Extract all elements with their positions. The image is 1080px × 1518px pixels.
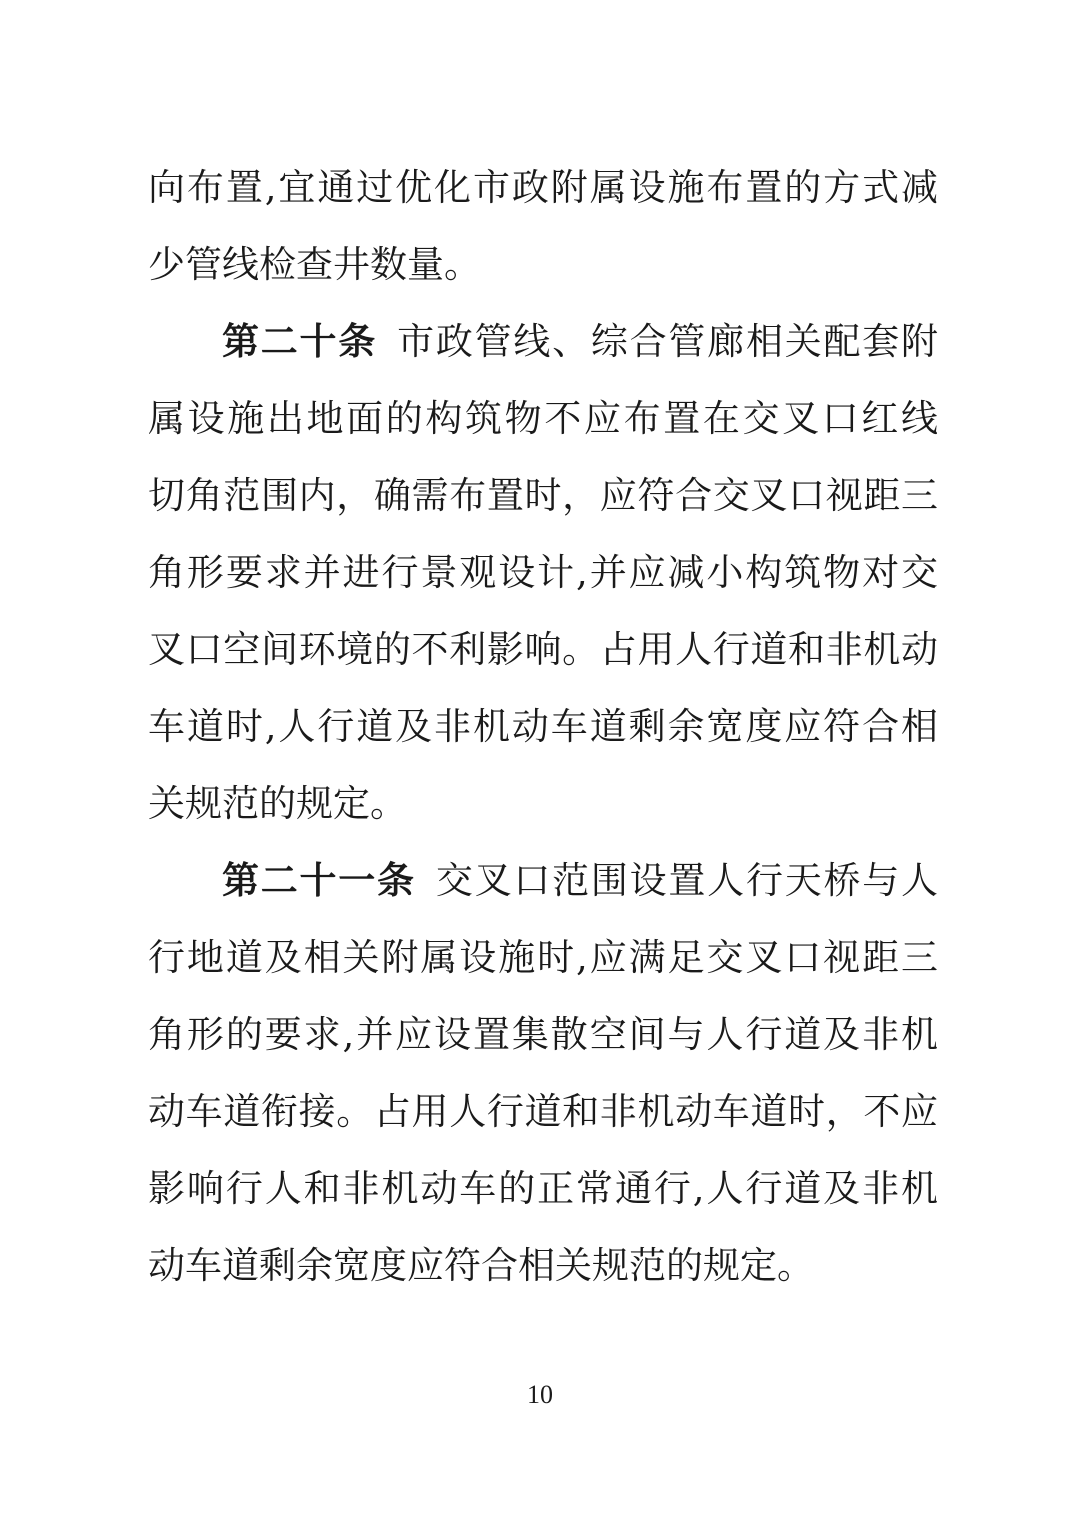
text-line: 行地道及相关附属设施时,应满足交叉口视距三 bbox=[148, 936, 938, 979]
article-21-label: 第二十一条 bbox=[222, 859, 416, 902]
text-line: 向布置,宜通过优化市政附属设施布置的方式减 bbox=[148, 166, 938, 209]
article-21-first-line bbox=[222, 851, 938, 911]
article-20-label: 第二十条 bbox=[222, 320, 378, 363]
text-line: 市政管线、综合管廊相关配套附 bbox=[397, 320, 939, 363]
text-line: 切角范围内，确需布置时，应符合交叉口视距三 bbox=[148, 474, 938, 517]
text-line: 叉口空间环境的不利影响。占用人行道和非机动 bbox=[148, 628, 938, 671]
text-line: 关规范的规定。 bbox=[148, 782, 407, 825]
text-line: 动车道剩余宽度应符合相关规范的规定。 bbox=[148, 1244, 814, 1287]
text-line: 交叉口范围设置人行天桥与人 bbox=[435, 859, 939, 902]
text-line: 车道时,人行道及非机动车道剩余宽度应符合相 bbox=[148, 705, 938, 748]
text-line: 动车道衔接。占用人行道和非机动车道时，不应 bbox=[148, 1090, 938, 1133]
text-line: 影响行人和非机动车的正常通行,人行道及非机 bbox=[148, 1167, 938, 1210]
article-20-first-line bbox=[222, 312, 938, 372]
text-line: 少管线检查井数量。 bbox=[148, 243, 481, 286]
text-line: 角形要求并进行景观设计,并应减小构筑物对交 bbox=[148, 551, 938, 594]
text-line: 角形的要求,并应设置集散空间与人行道及非机 bbox=[148, 1013, 938, 1056]
text-line: 属设施出地面的构筑物不应布置在交叉口红线 bbox=[148, 397, 938, 440]
page-number: 10 bbox=[527, 1380, 553, 1409]
